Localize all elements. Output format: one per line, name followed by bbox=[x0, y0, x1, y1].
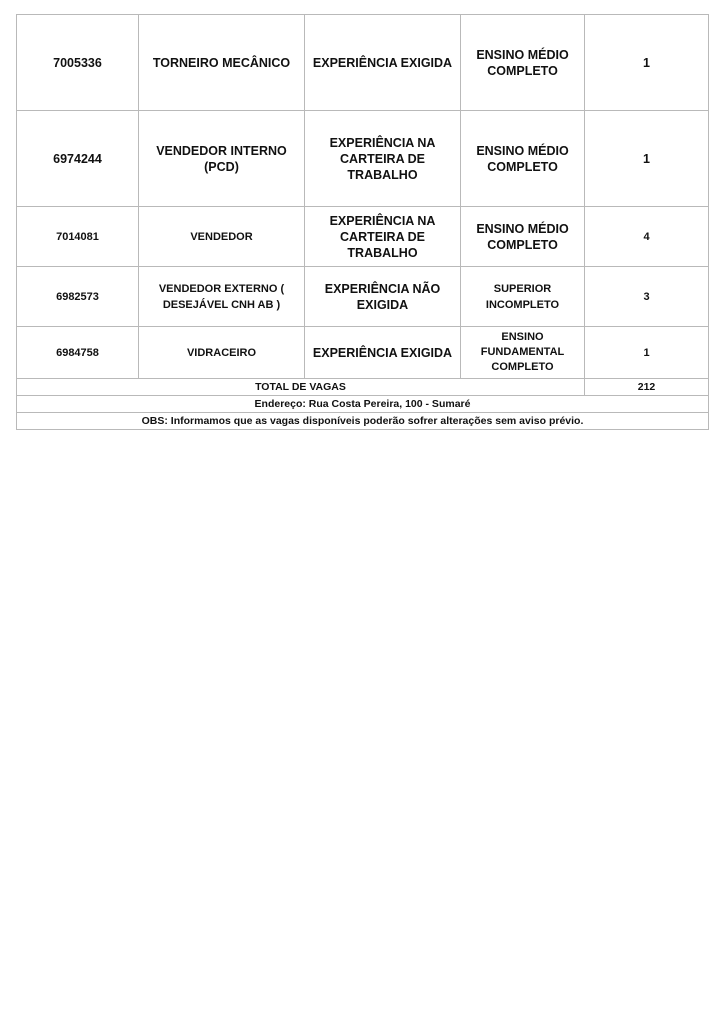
job-code: 7014081 bbox=[17, 207, 139, 267]
address-row bbox=[17, 396, 709, 413]
note-text: OBS: Informamos que as vagas disponíveis poderão sofrer alterações sem aviso prévio. bbox=[17, 413, 709, 430]
job-title: TORNEIRO MECÂNICO bbox=[139, 15, 305, 111]
job-title: VENDEDOR INTERNO (PCD) bbox=[139, 111, 305, 207]
job-title: VENDEDOR EXTERNO ( DESEJÁVEL CNH AB ) bbox=[139, 267, 305, 327]
job-education: ENSINO MÉDIO COMPLETO bbox=[461, 111, 585, 207]
job-experience: EXPERIÊNCIA NA CARTEIRA DE TRABALHO bbox=[305, 207, 461, 267]
job-vacancies-table bbox=[16, 14, 709, 430]
total-label: TOTAL DE VAGAS bbox=[17, 379, 585, 396]
job-experience: EXPERIÊNCIA EXIGIDA bbox=[305, 327, 461, 379]
table-row bbox=[17, 267, 709, 327]
job-vacancies: 3 bbox=[585, 267, 709, 327]
note-row bbox=[17, 413, 709, 430]
job-education: ENSINO MÉDIO COMPLETO bbox=[461, 15, 585, 111]
job-title: VENDEDOR bbox=[139, 207, 305, 267]
job-code: 7005336 bbox=[17, 15, 139, 111]
table-row bbox=[17, 15, 709, 111]
total-row bbox=[17, 379, 709, 396]
job-vacancies: 4 bbox=[585, 207, 709, 267]
address-text: Endereço: Rua Costa Pereira, 100 - Sumaré bbox=[17, 396, 709, 413]
job-vacancies: 1 bbox=[585, 327, 709, 379]
job-experience: EXPERIÊNCIA EXIGIDA bbox=[305, 15, 461, 111]
job-vacancies: 1 bbox=[585, 111, 709, 207]
total-value: 212 bbox=[585, 379, 709, 396]
job-experience: EXPERIÊNCIA NA CARTEIRA DE TRABALHO bbox=[305, 111, 461, 207]
table-row bbox=[17, 111, 709, 207]
job-education: ENSINO FUNDAMENTAL COMPLETO bbox=[461, 327, 585, 379]
table-row bbox=[17, 207, 709, 267]
table-row bbox=[17, 327, 709, 379]
job-code: 6984758 bbox=[17, 327, 139, 379]
job-experience: EXPERIÊNCIA NÃO EXIGIDA bbox=[305, 267, 461, 327]
job-vacancies: 1 bbox=[585, 15, 709, 111]
job-code: 6982573 bbox=[17, 267, 139, 327]
job-education: ENSINO MÉDIO COMPLETO bbox=[461, 207, 585, 267]
job-education: SUPERIOR INCOMPLETO bbox=[461, 267, 585, 327]
job-title: VIDRACEIRO bbox=[139, 327, 305, 379]
job-code: 6974244 bbox=[17, 111, 139, 207]
